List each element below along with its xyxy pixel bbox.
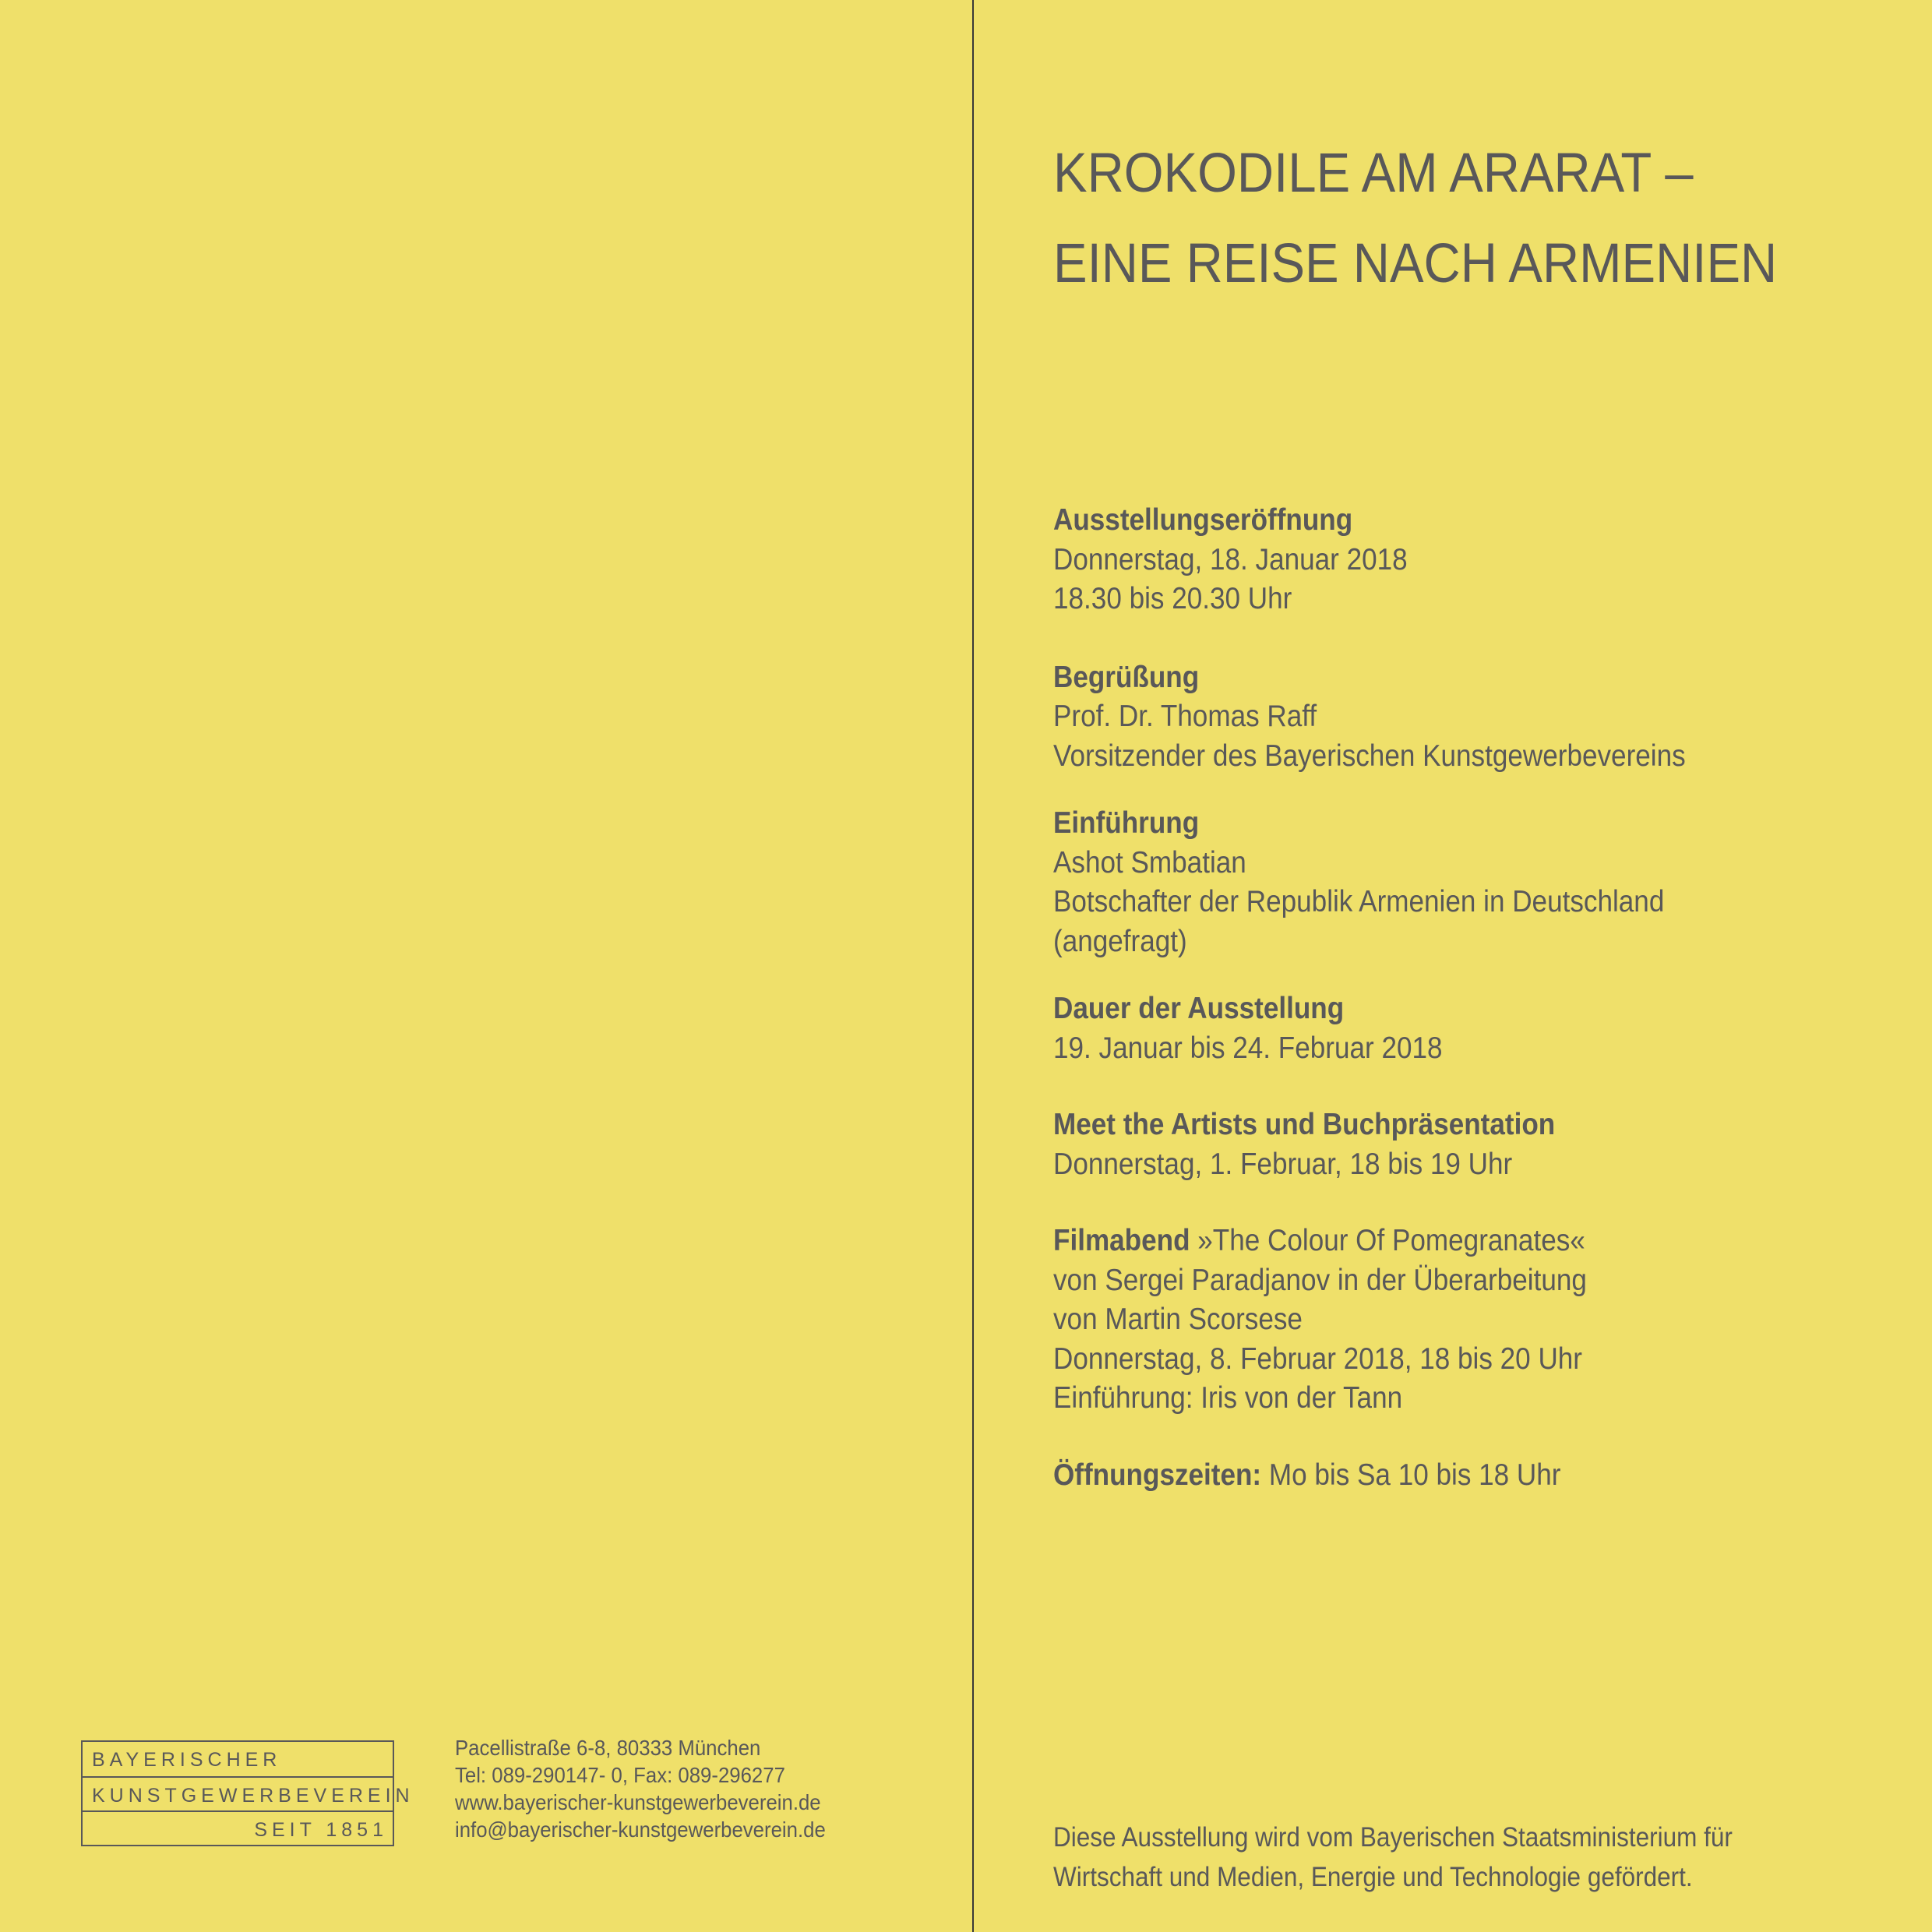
contact-email: info@bayerischer-kunstgewerbeverein.de [455,1817,826,1842]
title-line-1: KROKODILE AM ARARAT – [1053,143,1694,204]
section-heading: Einführung [1053,806,1200,840]
section-line: 18.30 bis 20.30 Uhr [1053,582,1292,615]
exhibition-title [1053,129,1777,309]
section-line: (angefragt) [1053,924,1187,958]
section-line: von Sergei Paradjanov in der Überarbeitung [1053,1263,1587,1297]
section-heading: Begrüßung [1053,660,1200,694]
section-heading: Öffnungszeiten: [1053,1458,1262,1492]
funding-line-1: Diese Ausstellung wird vom Bayerischen Staatsministerium für [1053,1822,1733,1853]
section-line: Donnerstag, 8. Februar 2018, 18 bis 20 Uhr [1053,1341,1583,1376]
film-title: »The Colour Of Pomegranates« [1190,1224,1585,1257]
section-heading-line [1053,1222,1824,1261]
kunstgewerbeverein-logo [81,1740,414,1846]
program-section-opening-hours [1053,1456,1824,1496]
section-heading: Ausstellungseröffnung [1053,503,1353,537]
program-section-meet-the-artists [1053,1105,1824,1184]
contact-website: www.bayerischer-kunstgewerbeverein.de [455,1790,821,1814]
section-heading: Meet the Artists und Buchpräsentation [1053,1108,1556,1141]
section-line: Botschafter der Republik Armenien in Deutschland [1053,885,1665,918]
section-line: Vorsitzender des Bayerischen Kunstgewerbevereins [1053,739,1686,773]
program-list [1053,501,1824,1534]
contact-block [455,1734,826,1843]
right-panel [974,0,1932,1932]
section-heading: Dauer der Ausstellung [1053,992,1345,1025]
section-line: Ashot Smbatian [1053,845,1246,880]
section-line: Donnerstag, 18. Januar 2018 [1053,542,1408,576]
opening-hours-line [1053,1456,1824,1496]
program-section-welcome [1053,658,1824,777]
funding-note [1053,1817,1733,1897]
title-line-2: EINE REISE NACH ARMENIEN [1053,233,1778,294]
program-section-introduction [1053,804,1824,961]
logo-line-kunstgewerbeverein: KUNSTGEWERBEVEREIN [83,1776,393,1810]
section-line: Einführung: Iris von der Tann [1053,1381,1403,1415]
program-section-duration [1053,989,1824,1068]
contact-phone-fax: Tel: 089-290147- 0, Fax: 089-296277 [455,1763,785,1787]
section-line: von Martin Scorsese [1053,1303,1303,1336]
section-line: Prof. Dr. Thomas Raff [1053,700,1317,733]
logo-line-seit-1851: SEIT 1851 [83,1810,393,1845]
section-line: Donnerstag, 1. Februar, 18 bis 19 Uhr [1053,1147,1513,1181]
section-heading: Filmabend [1053,1224,1190,1257]
logo-line-bayerischer: BAYERISCHER [92,1749,282,1771]
program-section-film-evening [1053,1222,1824,1419]
program-section-opening [1053,501,1824,619]
contact-address: Pacellistraße 6-8, 80333 München [455,1736,761,1760]
opening-hours-value: Mo bis Sa 10 bis 18 Uhr [1261,1458,1561,1492]
section-line: 19. Januar bis 24. Februar 2018 [1053,1031,1443,1065]
funding-line-2: Wirtschaft und Medien, Energie und Technologie gefördert. [1053,1862,1693,1892]
